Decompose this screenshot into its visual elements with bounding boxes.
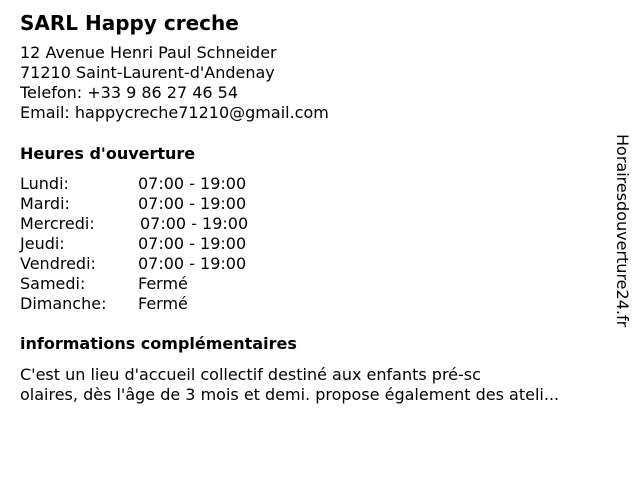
day-label: Mardi: [20, 194, 70, 213]
hours-heading: Heures d'ouverture [20, 144, 196, 163]
day-label: Vendredi: [20, 254, 96, 273]
site-watermark [612, 134, 632, 349]
info-description [20, 365, 559, 405]
day-hours: 07:00 - 19:00 [138, 234, 247, 253]
day-label: Jeudi: [20, 234, 65, 253]
address-street: 12 Avenue Henri Paul Schneider [20, 43, 277, 62]
day-label: Samedi: [20, 274, 86, 293]
day-hours: Fermé [138, 274, 188, 293]
address-city: 71210 Saint-Laurent-d'Andenay [20, 63, 275, 82]
day-hours: 07:00 - 19:00 [138, 174, 247, 193]
day-label: Mercredi: [20, 214, 95, 233]
contact-block [20, 43, 329, 123]
day-hours: 07:00 - 19:00 [138, 254, 247, 273]
day-hours: 07:00 - 19:00 [138, 194, 247, 213]
day-hours: 07:00 - 19:00 [140, 214, 249, 233]
business-name: SARL Happy creche [20, 11, 239, 35]
email-address: Email: happycreche71210@gmail.com [20, 103, 329, 122]
day-label: Dimanche: [20, 294, 107, 313]
day-hours: Fermé [138, 294, 188, 313]
day-label: Lundi: [20, 174, 69, 193]
info-line: C'est un lieu d'accueil collectif destiné aux enfants pré-sc [20, 365, 481, 384]
phone-number: Telefon: +33 9 86 27 46 54 [20, 83, 239, 102]
info-line: olaires, dès l'âge de 3 mois et demi. propose également des ateli... [20, 385, 560, 404]
watermark-text: Horairesdouverture24.fr [613, 134, 632, 328]
info-heading: informations complémentaires [20, 334, 297, 353]
